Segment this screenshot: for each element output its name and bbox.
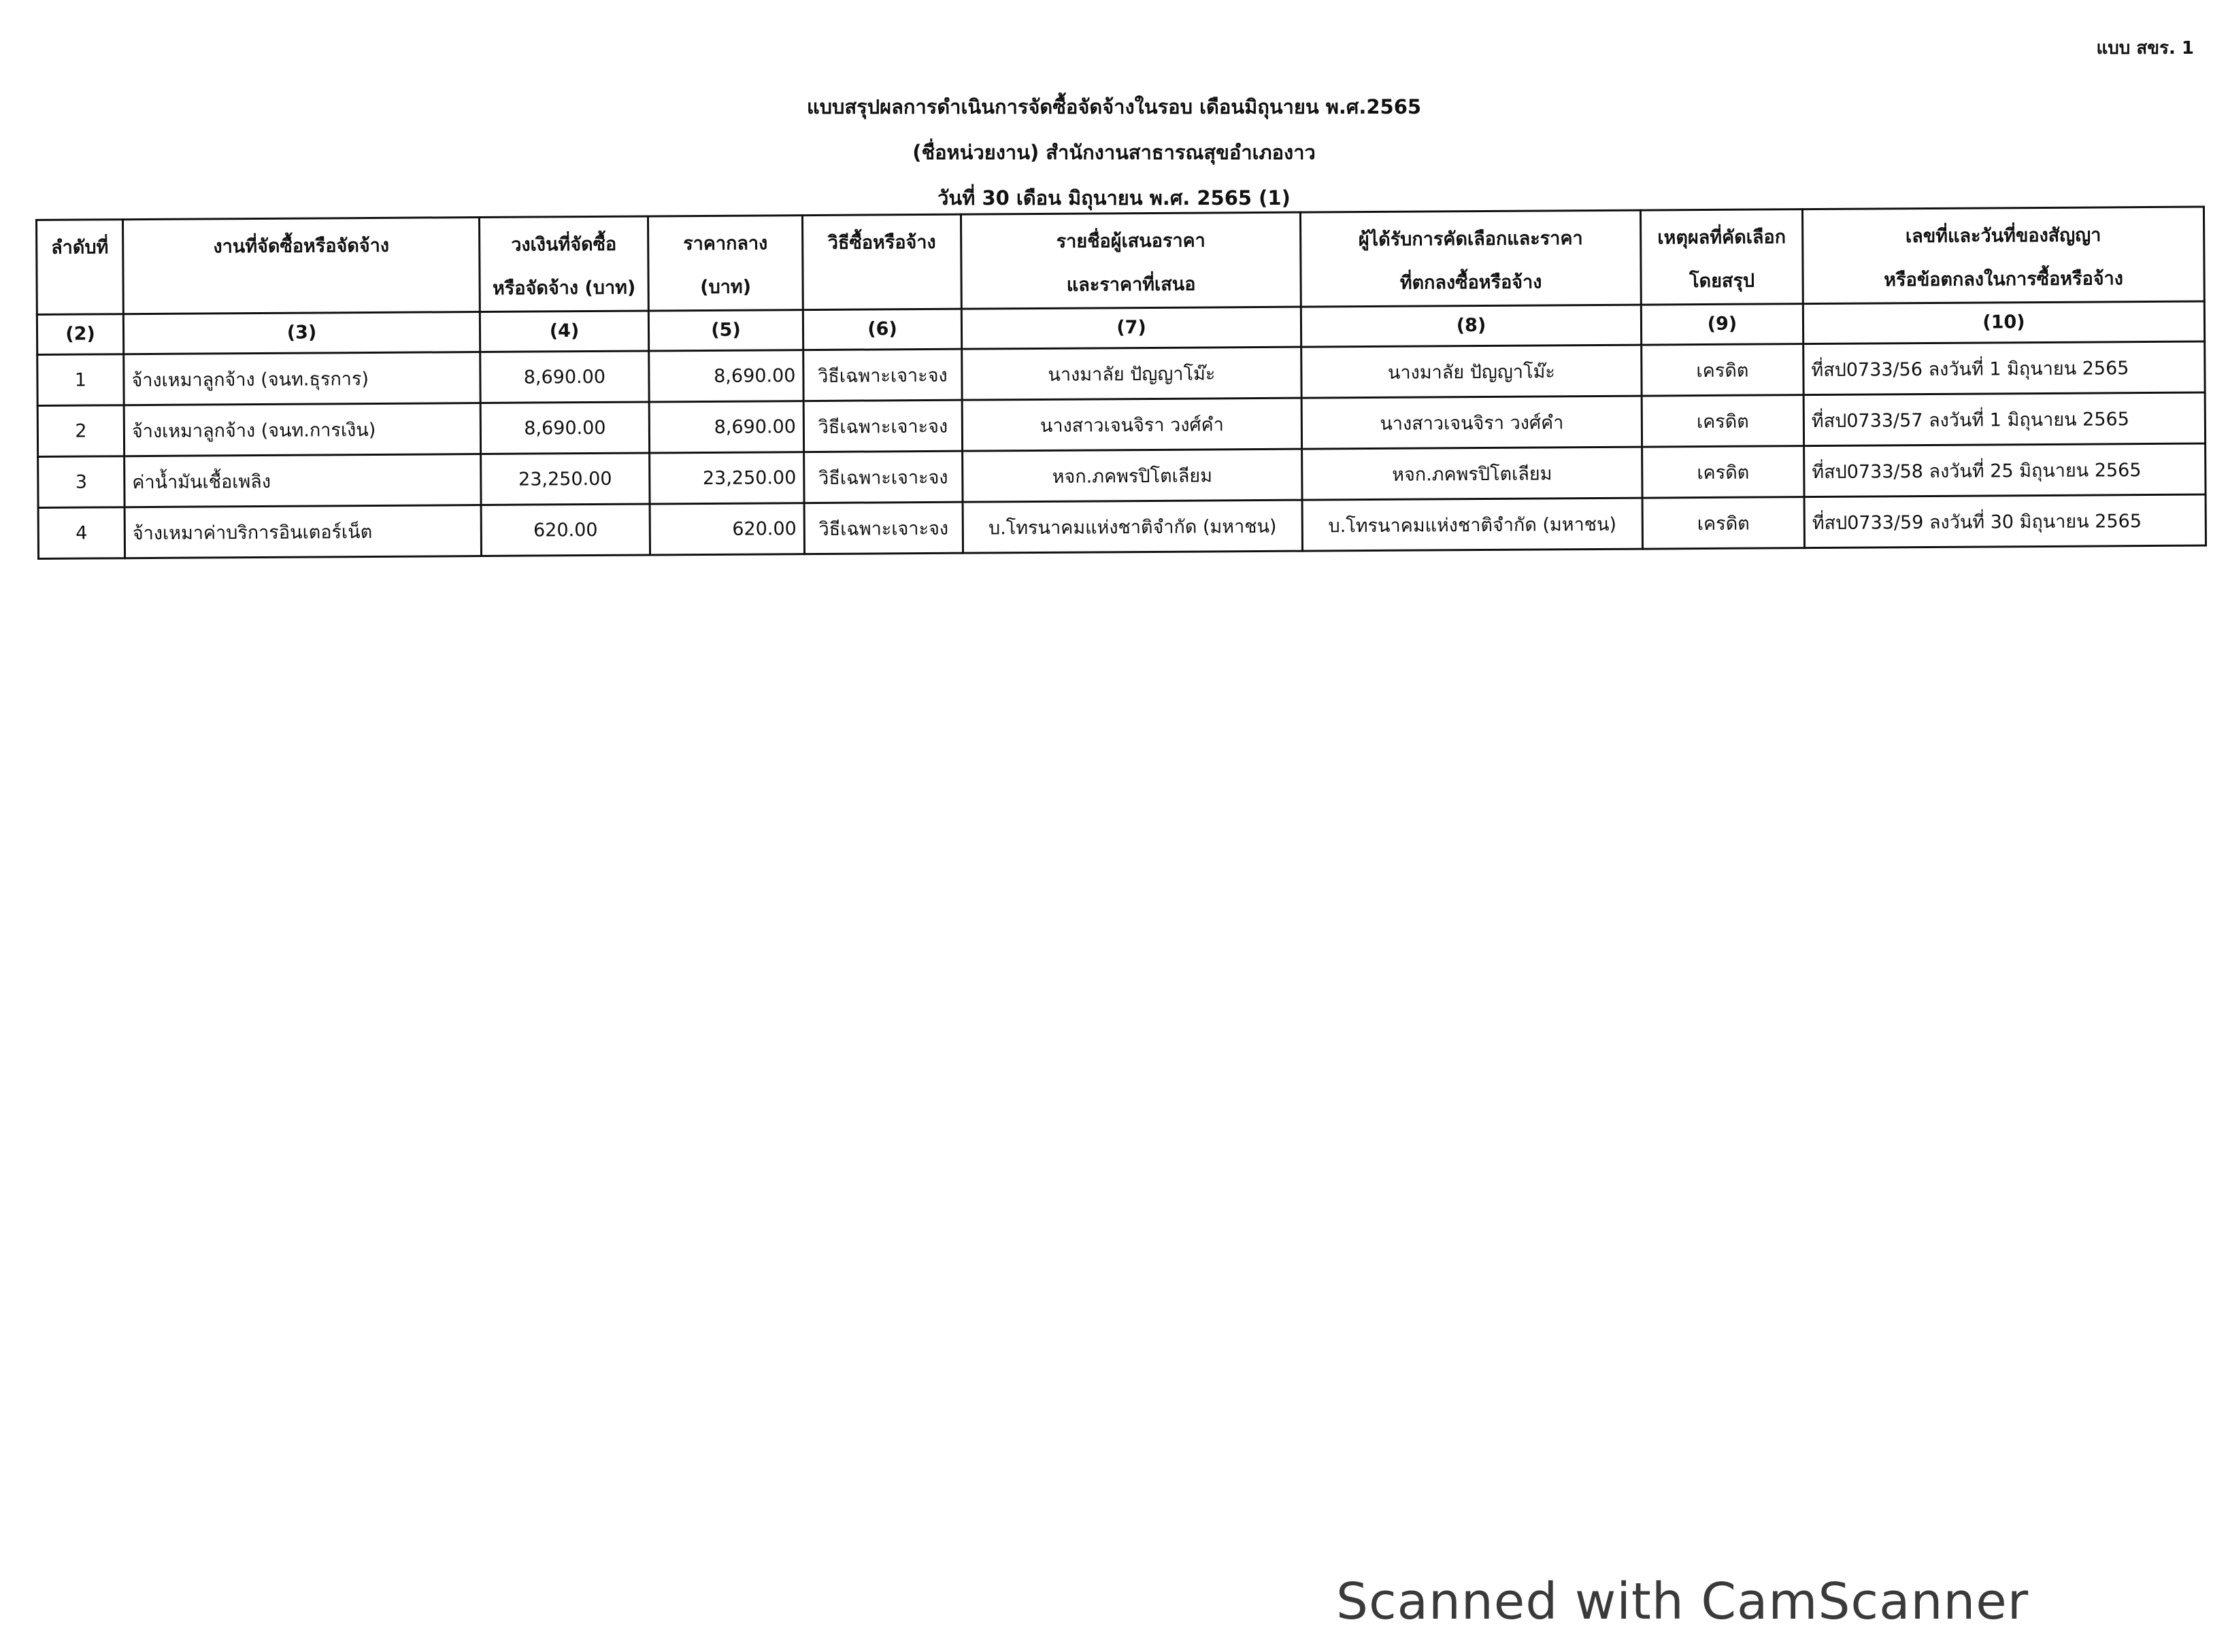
- column-number: (8): [1301, 305, 1641, 347]
- row-bidders: บ.โทรนาคมแห่งชาติจำกัด (มหาชน): [963, 500, 1302, 553]
- row-selected: นางมาลัย ปัญญาโม๊ะ: [1301, 345, 1642, 398]
- agency-name: สำนักงานสาธารณสุขอำเภองาว: [1046, 141, 1316, 164]
- header-cell-method: วิธีซื้อหรือจ้าง: [802, 214, 961, 309]
- row-item: จ้างเหมาลูกจ้าง (จนท.การเงิน): [124, 403, 480, 456]
- header-cell-reason: เหตุผลที่คัดเลือก โดยสรุป: [1640, 209, 1803, 305]
- column-number: (10): [1803, 301, 2204, 344]
- row-bidders: นางมาลัย ปัญญาโม๊ะ: [962, 347, 1301, 400]
- header-cell-selected: ผู้ได้รับการคัดเลือกและราคา ที่ตกลงซื้อหรือจ้าง: [1300, 210, 1641, 307]
- row-reason: เครดิต: [1642, 497, 1804, 549]
- row-budget: 620.00: [481, 504, 650, 556]
- row-budget: 23,250.00: [481, 453, 650, 505]
- row-method: วิธีเฉพาะเจาะจง: [803, 400, 962, 452]
- column-number: (4): [480, 311, 648, 352]
- row-method: วิธีเฉพาะเจาะจง: [804, 502, 963, 554]
- form-code: แบบ สขร. 1: [2096, 38, 2194, 58]
- row-selected: หจก.ภคพรปิโตเลียม: [1302, 447, 1642, 500]
- row-method: วิธีเฉพาะเจาะจง: [803, 349, 962, 401]
- column-number: (7): [961, 307, 1301, 349]
- row-item: ค่าน้ำมันเชื้อเพลิง: [124, 454, 481, 507]
- row-number: 2: [37, 405, 124, 457]
- row-bidders: หจก.ภคพรปิโตเลียม: [963, 449, 1302, 502]
- report-date: วันที่ 30 เดือน มิถุนายน พ.ศ. 2565 (1): [937, 186, 1291, 209]
- row-selected: นางสาวเจนจิรา วงศ์คำ: [1301, 396, 1642, 449]
- column-number: (2): [37, 314, 123, 355]
- procurement-table: [35, 206, 2207, 560]
- row-reason: เครดิต: [1642, 446, 1804, 498]
- row-method: วิธีเฉพาะเจาะจง: [804, 451, 963, 503]
- row-reason: เครดิต: [1642, 344, 1803, 396]
- row-number: 4: [38, 507, 124, 559]
- row-item: จ้างเหมาค่าบริการอินเตอร์เน็ต: [124, 505, 481, 558]
- column-number: (9): [1641, 304, 1803, 345]
- header-cell-bidders: รายชื่อผู้เสนอราคา และราคาที่เสนอ: [961, 212, 1301, 309]
- row-contract: ที่สป0733/56 ลงวันที่ 1 มิถุนายน 2565: [1803, 341, 2205, 395]
- row-contract: ที่สป0733/57 ลงวันที่ 1 มิถุนายน 2565: [1803, 392, 2205, 446]
- header-cell-contract: เลขที่และวันที่ของสัญญา หรือข้อตกลงในการซื้อหรือจ้าง: [1802, 207, 2204, 304]
- row-budget: 8,690.00: [480, 402, 649, 454]
- row-number: 1: [37, 354, 124, 406]
- header-cell-budget: วงเงินที่จัดซื้อ หรือจัดจ้าง (บาท): [479, 216, 648, 312]
- row-bidders: นางสาวเจนจิรา วงศ์คำ: [962, 398, 1301, 451]
- row-contract: ที่สป0733/58 ลงวันที่ 25 มิถุนายน 2565: [1804, 443, 2206, 497]
- agency-label: (ชื่อหน่วยงาน): [912, 141, 1040, 164]
- row-median-price: 8,690.00: [649, 401, 803, 453]
- document-title: แบบสรุปผลการดำเนินการจัดซื้อจัดจ้างในรอบ เดือนมิถุนายน พ.ศ.2565: [806, 95, 1422, 118]
- row-reason: เครดิต: [1642, 395, 1803, 447]
- column-number: (3): [123, 312, 480, 354]
- header-cell-no: ลำดับที่: [37, 220, 124, 315]
- row-selected: บ.โทรนาคมแห่งชาติจำกัด (มหาชน): [1302, 498, 1642, 551]
- header-row: [37, 207, 2205, 314]
- header-cell-item: งานที่จัดซื้อหรือจัดจ้าง: [123, 218, 480, 314]
- row-median-price: 620.00: [650, 503, 804, 555]
- row-contract: ที่สป0733/59 ลงวันที่ 30 มิถุนายน 2565: [1804, 494, 2206, 548]
- column-number: (6): [803, 309, 961, 350]
- column-number: (5): [648, 310, 803, 351]
- agency-line: [0, 141, 2228, 164]
- row-median-price: 23,250.00: [650, 452, 804, 504]
- header-cell-median-price: ราคากลาง (บาท): [648, 216, 803, 311]
- camscanner-watermark: Scanned with CamScanner: [1336, 1572, 2029, 1631]
- row-number: 3: [38, 456, 124, 508]
- row-median-price: 8,690.00: [649, 350, 803, 402]
- row-budget: 8,690.00: [480, 351, 649, 403]
- row-item: จ้างเหมาลูกจ้าง (จนท.ธุรการ): [124, 352, 480, 405]
